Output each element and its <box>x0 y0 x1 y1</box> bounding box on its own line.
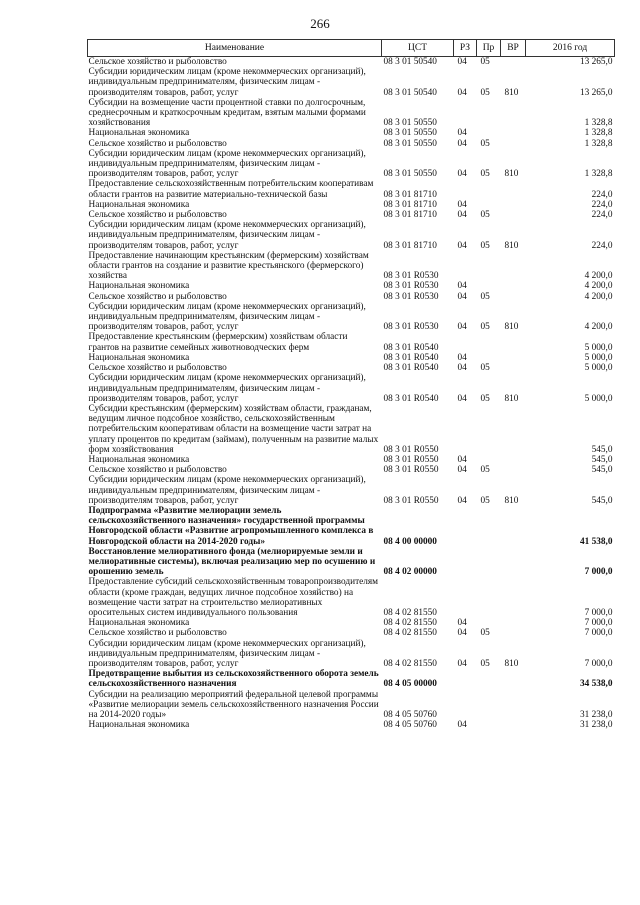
table-row <box>88 139 615 149</box>
row-rz <box>454 506 477 547</box>
row-pr <box>477 98 501 129</box>
row-name: Предоставление крестьянским (фермерским) хозяйствам области грантов на развитие семейных животноводческих ферм <box>88 332 348 353</box>
row-amount: 545,0 <box>591 454 613 465</box>
table-row <box>88 281 615 291</box>
row-name: Восстановление мелиоративного фонда (мелиорируемые земли и мелиоративные системы), включая реализацию мер по осушению и орошению земель <box>88 546 376 578</box>
row-rz: 04 <box>457 138 467 149</box>
row-pr <box>477 251 501 282</box>
row-rz: 04 <box>457 199 467 210</box>
row-name: Субсидии юридическим лицам (кроме некоммерческих организаций), индивидуальным предпринимателям, физическим лицам - производителям товаров, работ, услуг <box>88 638 366 669</box>
row-vr <box>501 281 526 291</box>
row-rz <box>454 332 477 352</box>
row-amount: 1 328,8 <box>584 138 613 149</box>
table-row <box>88 363 615 373</box>
row-rz: 04 <box>457 495 467 506</box>
row-name: Субсидии юридическим лицам (кроме некоммерческих организаций), индивидуальным предпринимателям, физическим лицам - производителям товаров, работ, услуг <box>88 475 366 506</box>
row-rz <box>454 98 477 129</box>
row-rz: 04 <box>457 322 467 333</box>
row-rz: 04 <box>457 128 467 139</box>
row-vr <box>501 690 526 721</box>
row-name: Предоставление субсидий сельскохозяйственным товаропроизводителям области (кроме граждан, ведущих личное подсобное хозяйство) на возмещение части затрат на строительство мелиоративных оросительных систем индивидуального пользования <box>88 577 379 618</box>
row-amount: 224,0 <box>591 240 613 251</box>
table-row <box>88 690 615 721</box>
row-name: Подпрограмма «Развитие мелиорации земель сельскохозяйственного назначения» государственной программы Новгородской области «Развитие агропромышленного комплекса в Новгородской области на 2014-2020 годы» <box>88 505 374 547</box>
row-rz: 04 <box>457 57 467 67</box>
row-pr: 05 <box>480 210 490 221</box>
row-rz <box>454 577 477 618</box>
row-pr: 05 <box>480 169 490 180</box>
row-name: Сельское хозяйство и рыболовство <box>88 291 227 302</box>
row-rz: 04 <box>457 240 467 251</box>
row-vr <box>501 455 526 465</box>
row-name: Предоставление сельскохозяйственным потребительским кооперативам области грантов на развитие материально-технической базы <box>88 179 374 200</box>
table-row <box>88 547 615 578</box>
row-cst: 08 3 01 R0540 <box>383 342 439 353</box>
row-pr <box>477 720 501 730</box>
row-vr <box>501 353 526 363</box>
table-row <box>88 332 615 352</box>
row-cst: 08 4 02 81550 <box>383 607 437 618</box>
row-amount: 1 328,8 <box>584 128 613 139</box>
table-row <box>88 149 615 180</box>
header-cst: ЦСТ <box>382 40 454 57</box>
row-pr: 05 <box>480 628 490 639</box>
row-pr: 05 <box>480 658 490 669</box>
table-row <box>88 220 615 251</box>
row-rz: 04 <box>457 169 467 180</box>
header-rz: РЗ <box>454 40 477 57</box>
row-cst: 08 3 01 R0550 <box>383 465 439 476</box>
row-cst: 08 3 01 81710 <box>383 189 437 200</box>
row-pr <box>477 332 501 352</box>
row-name: Субсидии крестьянским (фермерским) хозяйствам области, гражданам, ведущим личное подсобное хозяйство, сельскохозяйственным потребительским кооперативам области на возмещение части затрат на уплату процентов по кредитам (займам), полученным на развитие малых форм хозяйствования <box>88 403 379 455</box>
row-pr: 05 <box>480 363 490 374</box>
header-year: 2016 год <box>526 40 615 57</box>
row-name: Субсидии юридическим лицам (кроме некоммерческих организаций), индивидуальным предпринимателям, физическим лицам - производителям товаров, работ, услуг <box>88 220 366 251</box>
table-row <box>88 179 615 199</box>
row-cst: 08 4 02 81550 <box>383 628 437 639</box>
row-vr: 810 <box>504 240 519 251</box>
row-rz: 04 <box>457 393 467 404</box>
row-name: Сельское хозяйство и рыболовство <box>88 628 227 639</box>
row-cst: 08 3 01 R0550 <box>383 444 439 455</box>
header-vr: ВР <box>501 40 526 57</box>
row-rz: 04 <box>457 465 467 476</box>
row-amount: 5 000,0 <box>584 342 613 353</box>
table-row <box>88 128 615 138</box>
row-rz: 04 <box>457 210 467 221</box>
page-number: 266 <box>310 16 330 31</box>
row-amount: 5 000,0 <box>584 363 613 374</box>
row-cst: 08 3 01 R0540 <box>383 352 439 363</box>
row-vr <box>501 128 526 138</box>
table-row <box>88 292 615 302</box>
row-rz: 04 <box>457 658 467 669</box>
row-pr <box>477 577 501 618</box>
row-cst: 08 3 01 R0540 <box>383 393 439 404</box>
table-row <box>88 465 615 475</box>
row-pr: 05 <box>480 57 490 67</box>
row-rz: 04 <box>457 352 467 363</box>
row-name: Сельское хозяйство и рыболовство <box>88 210 227 221</box>
row-rz <box>454 251 477 282</box>
row-cst: 08 3 01 81710 <box>383 199 437 210</box>
table-row <box>88 404 615 455</box>
row-rz: 04 <box>457 291 467 302</box>
row-cst: 08 4 02 81550 <box>383 618 437 629</box>
row-pr <box>477 690 501 721</box>
row-vr: 810 <box>504 169 519 180</box>
row-amount: 13 265,0 <box>579 57 613 67</box>
row-amount: 224,0 <box>591 189 613 200</box>
row-rz: 04 <box>457 628 467 639</box>
row-pr <box>477 281 501 291</box>
row-amount: 41 538,0 <box>579 536 613 547</box>
table-row <box>88 475 615 506</box>
row-amount: 4 200,0 <box>584 322 613 333</box>
row-amount: 5 000,0 <box>584 393 613 404</box>
row-pr <box>477 547 501 578</box>
row-cst: 08 4 00 00000 <box>383 536 437 547</box>
row-cst: 08 3 01 R0550 <box>383 495 439 506</box>
row-vr <box>501 251 526 282</box>
row-vr <box>501 210 526 220</box>
row-cst: 08 3 01 50550 <box>383 138 437 149</box>
row-amount: 34 538,0 <box>579 679 613 690</box>
row-pr: 05 <box>480 393 490 404</box>
row-amount: 13 265,0 <box>579 87 613 98</box>
row-name: Предотвращение выбытия из сельскохозяйственного оборота земель сельскохозяйственного назначения <box>88 669 379 690</box>
row-cst: 08 4 05 00000 <box>383 679 437 690</box>
row-cst: 08 3 01 50540 <box>383 57 437 67</box>
row-cst: 08 3 01 R0530 <box>383 281 439 292</box>
row-amount: 545,0 <box>591 465 613 476</box>
row-vr <box>501 57 526 68</box>
row-vr <box>501 363 526 373</box>
table-row <box>88 669 615 689</box>
table-row <box>88 302 615 333</box>
row-vr <box>501 465 526 475</box>
row-vr: 810 <box>504 393 519 404</box>
row-cst: 08 4 05 50760 <box>383 710 437 720</box>
row-pr <box>477 455 501 465</box>
row-cst: 08 3 01 50550 <box>383 128 437 139</box>
row-pr <box>477 669 501 689</box>
row-pr: 05 <box>480 495 490 506</box>
row-rz <box>454 669 477 689</box>
row-amount: 31 238,0 <box>579 720 613 731</box>
row-amount: 1 328,8 <box>584 169 613 180</box>
row-cst: 08 3 01 50540 <box>383 87 437 98</box>
row-vr: 810 <box>504 322 519 333</box>
row-name: Сельское хозяйство и рыболовство <box>88 465 227 476</box>
table-row <box>88 506 615 547</box>
row-vr <box>501 577 526 618</box>
row-cst: 08 3 01 81710 <box>383 240 437 251</box>
row-rz: 04 <box>457 618 467 629</box>
row-vr <box>501 404 526 455</box>
row-vr: 810 <box>504 495 519 506</box>
row-rz: 04 <box>457 454 467 465</box>
row-pr <box>477 179 501 199</box>
row-pr: 05 <box>480 87 490 98</box>
row-pr <box>477 618 501 628</box>
table-row <box>88 251 615 282</box>
row-rz <box>454 404 477 455</box>
row-pr <box>477 506 501 547</box>
budget-table <box>87 39 615 730</box>
row-name: Субсидии юридическим лицам (кроме некоммерческих организаций), индивидуальным предпринимателям, физическим лицам - производителям товаров, работ, услуг <box>88 148 366 180</box>
row-name: Сельское хозяйство и рыболовство <box>88 57 227 67</box>
row-cst: 08 3 01 R0550 <box>383 454 439 465</box>
row-vr <box>501 179 526 199</box>
row-name: Субсидии на возмещение части процентной ставки по долгосрочным, среднесрочным и краткосрочным кредитам, взятым малыми формами хозяйствования <box>88 97 366 129</box>
row-vr <box>501 292 526 302</box>
row-rz: 04 <box>457 363 467 374</box>
row-cst: 08 3 01 R0530 <box>383 271 439 282</box>
row-cst: 08 3 01 R0530 <box>383 291 439 302</box>
row-pr: 05 <box>480 465 490 476</box>
row-name: Сельское хозяйство и рыболовство <box>88 363 227 374</box>
row-rz <box>454 179 477 199</box>
row-cst: 08 4 05 50760 <box>383 720 437 731</box>
row-amount: 224,0 <box>591 199 613 210</box>
row-amount: 1 328,8 <box>584 118 613 129</box>
header-row <box>88 40 615 57</box>
row-rz: 04 <box>457 720 467 731</box>
row-name: Национальная экономика <box>88 199 190 210</box>
row-vr <box>501 628 526 638</box>
row-name: Национальная экономика <box>88 281 190 292</box>
table-row <box>88 210 615 220</box>
row-vr <box>501 139 526 149</box>
row-amount: 31 238,0 <box>579 710 613 720</box>
row-pr <box>477 128 501 138</box>
row-pr <box>477 200 501 210</box>
row-pr <box>477 353 501 363</box>
row-pr: 05 <box>480 138 490 149</box>
row-name: Сельское хозяйство и рыболовство <box>88 138 227 149</box>
row-cst: 08 4 02 81550 <box>383 658 437 669</box>
row-name: Предоставление начинающим крестьянским (фермерским) хозяйствам области грантов на создание и развитие крестьянского (фермерского) хозяйства <box>88 250 369 282</box>
row-vr <box>501 547 526 578</box>
row-amount: 4 200,0 <box>584 291 613 302</box>
table-row <box>88 639 615 670</box>
table-row <box>88 720 615 730</box>
table-row <box>88 455 615 465</box>
row-vr <box>501 669 526 689</box>
row-vr <box>501 200 526 210</box>
row-amount: 4 200,0 <box>584 271 613 282</box>
row-cst: 08 3 01 81710 <box>383 210 437 221</box>
row-name: Субсидии юридическим лицам (кроме некоммерческих организаций), индивидуальным предпринимателям, физическим лицам - производителям товаров, работ, услуг <box>88 373 366 404</box>
row-pr: 05 <box>480 322 490 333</box>
table-row <box>88 67 615 98</box>
row-vr <box>501 98 526 129</box>
row-name: Субсидии юридическим лицам (кроме некоммерческих организаций), индивидуальным предпринимателям, физическим лицам - производителям товаров, работ, услуг <box>88 301 366 333</box>
row-vr: 810 <box>504 87 519 98</box>
row-cst: 08 3 01 R0540 <box>383 363 439 374</box>
row-pr <box>477 404 501 455</box>
row-name: Национальная экономика <box>88 454 190 465</box>
row-cst: 08 3 01 50550 <box>383 118 437 129</box>
row-amount: 7 000,0 <box>584 628 613 639</box>
row-vr <box>501 618 526 628</box>
row-name: Национальная экономика <box>88 128 190 139</box>
row-name: Национальная экономика <box>88 352 190 363</box>
row-vr <box>501 720 526 730</box>
row-vr <box>501 506 526 547</box>
row-amount: 7 000,0 <box>584 618 613 629</box>
row-vr <box>501 332 526 352</box>
row-pr: 05 <box>480 291 490 302</box>
row-name: Национальная экономика <box>88 720 190 731</box>
table-row <box>88 200 615 210</box>
row-name: Субсидии на реализацию мероприятий федеральной целевой программы «Развитие мелиорации земель сельскохозяйственного назначения России на 2014-2020 годы» <box>88 689 379 720</box>
table-row <box>88 98 615 129</box>
row-rz <box>454 690 477 721</box>
table-row <box>88 353 615 363</box>
row-cst: 08 3 01 R0530 <box>383 322 439 333</box>
row-amount: 5 000,0 <box>584 352 613 363</box>
table-row <box>88 373 615 404</box>
row-amount: 4 200,0 <box>584 281 613 292</box>
row-amount: 545,0 <box>591 444 613 455</box>
header-pr: Пр <box>477 40 501 57</box>
row-rz <box>454 547 477 578</box>
row-rz: 04 <box>457 281 467 292</box>
row-pr: 05 <box>480 240 490 251</box>
row-name: Субсидии юридическим лицам (кроме некоммерческих организаций), индивидуальным предпринимателям, физическим лицам - производителям товаров, работ, услуг <box>88 67 366 98</box>
header-name: Наименование <box>88 40 382 57</box>
row-amount: 7 000,0 <box>584 567 613 578</box>
table-row <box>88 618 615 628</box>
row-rz: 04 <box>457 87 467 98</box>
table-row <box>88 577 615 618</box>
table-header <box>88 40 615 57</box>
row-vr: 810 <box>504 658 519 669</box>
table-body <box>88 57 615 731</box>
row-amount: 545,0 <box>591 495 613 506</box>
row-amount: 224,0 <box>591 210 613 221</box>
row-cst: 08 3 01 50550 <box>383 169 437 180</box>
row-cst: 08 4 02 00000 <box>383 567 437 578</box>
row-name: Национальная экономика <box>88 618 190 629</box>
row-amount: 7 000,0 <box>584 607 613 618</box>
row-amount: 7 000,0 <box>584 658 613 669</box>
table-row <box>88 628 615 638</box>
table-row <box>88 57 615 68</box>
